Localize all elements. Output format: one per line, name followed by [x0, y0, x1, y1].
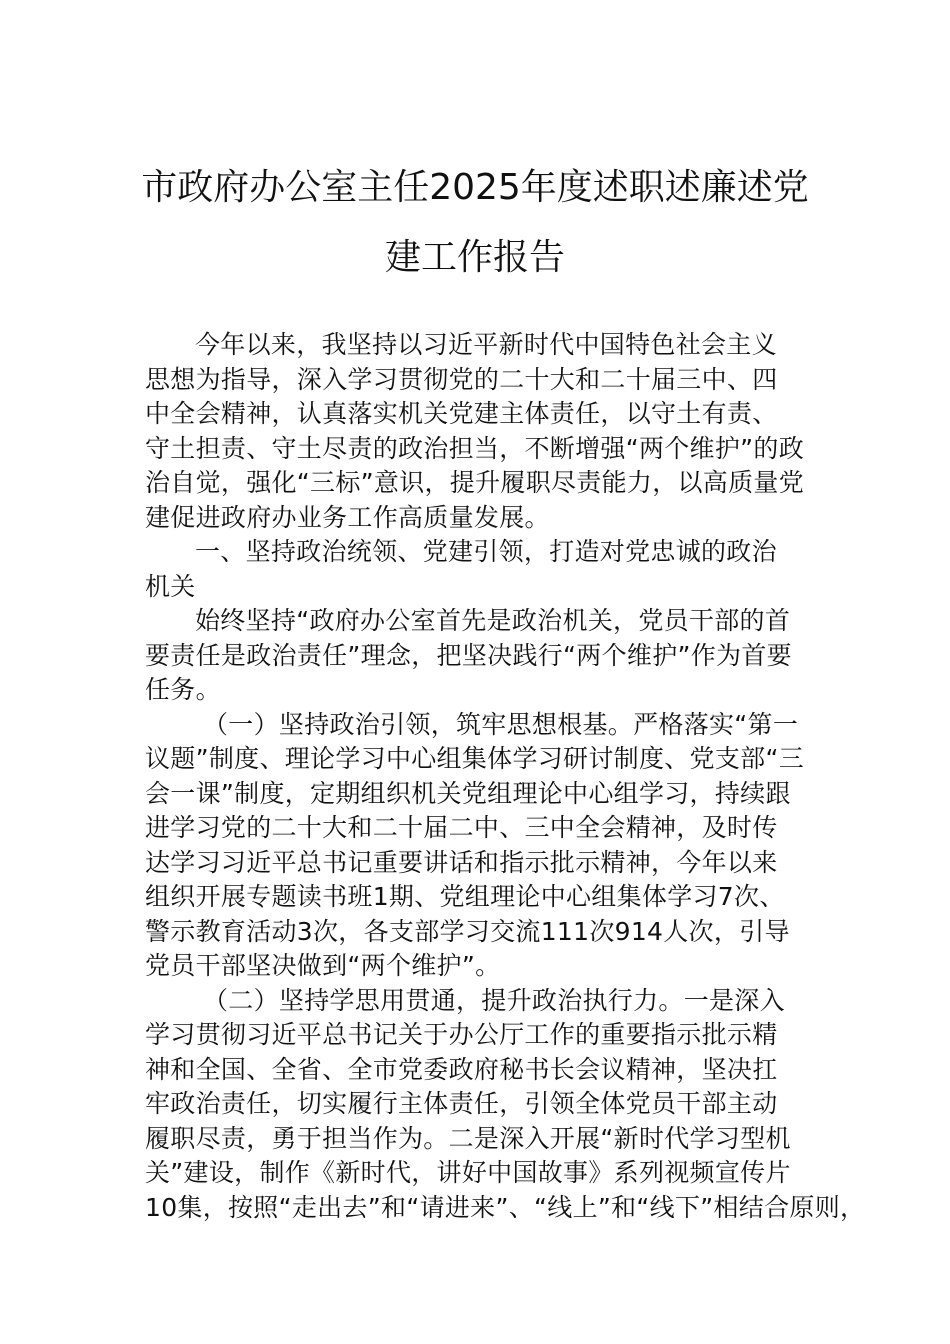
text-line: 任务。: [145, 675, 221, 704]
section-heading-1: [145, 535, 825, 604]
text-line: 今年以来，我坚持以习近平新时代中国特色社会主义: [195, 330, 777, 359]
text-line: 组织开展专题读书班1期、党组理论中心组集体学习7次、: [145, 882, 785, 911]
text-line: 10集，按照“走出去”和“请进来”、“线上”和“线下”相结合原则，: [145, 1192, 866, 1222]
text-line: 始终坚持“政府办公室首先是政治机关，党员干部的首: [195, 606, 791, 635]
text-line: 牢政治责任，切实履行主体责任，引领全体党员干部主动: [145, 1089, 778, 1118]
text-line: 达学习习近平总书记重要讲话和指示批示精神，今年以来: [145, 847, 778, 877]
document-title-line-1: 市政府办公室主任2025年度述职述廉述党: [141, 167, 809, 208]
text-line: 思想为指导，深入学习贯彻党的二十大和二十届三中、四: [145, 364, 778, 394]
text-line: 议题”制度、理论学习中心组集体学习研讨制度、党支部“三: [145, 744, 805, 773]
text-line: 守土担责、守土尽责的政治担当，不断增强“两个维护”的政: [145, 433, 805, 463]
heading-line: 一、坚持政治统领、党建引领，打造对党忠诚的政治: [195, 537, 777, 566]
text-line: 中全会精神，认真落实机关党建主体责任，以守土有责、: [145, 399, 778, 428]
text-line: 神和全国、全省、全市党委政府秘书长会议精神，坚决扛: [145, 1054, 778, 1084]
text-line: 履职尽责，勇于担当作为。二是深入开展“新时代学习型机: [145, 1123, 791, 1153]
text-line: 要责任是政治责任”理念，把坚决践行“两个维护”作为首要: [145, 640, 792, 670]
subsection-1-paragraph: [145, 708, 825, 984]
text-line: （二）坚持学思用贯通，提升政治执行力。一是深入: [203, 985, 785, 1015]
text-line: 会一课”制度，定期组织机关党组理论中心组学习，持续跟: [145, 778, 791, 808]
text-line: 进学习党的二十大和二十届二中、三中全会精神，及时传: [145, 813, 778, 842]
document-title-line-2: 建工作报告: [384, 237, 565, 278]
intro-paragraph: [145, 328, 825, 535]
subsection-2-paragraph: [145, 984, 866, 1226]
text-line: 党员干部坚决做到“两个维护”。: [145, 951, 501, 980]
heading-line: 机关: [145, 571, 196, 601]
text-line: 警示教育活动3次，各支部学习交流111次914人次，引导: [145, 916, 790, 946]
text-line: 关”建设，制作《新时代，讲好中国故事》系列视频宣传片: [145, 1158, 791, 1187]
text-line: 治自觉，强化“三标”意识，提升履职尽责能力，以高质量党: [145, 468, 805, 497]
text-line: （一）坚持政治引领，筑牢思想根基。严格落实“第一: [203, 709, 799, 739]
document-body: [145, 328, 866, 1225]
text-line: 学习贯彻习近平总书记关于办公厅工作的重要指示批示精: [145, 1020, 778, 1049]
section-1-paragraph: [145, 604, 825, 708]
text-line: 建促进政府办业务工作高质量发展。: [145, 502, 550, 532]
